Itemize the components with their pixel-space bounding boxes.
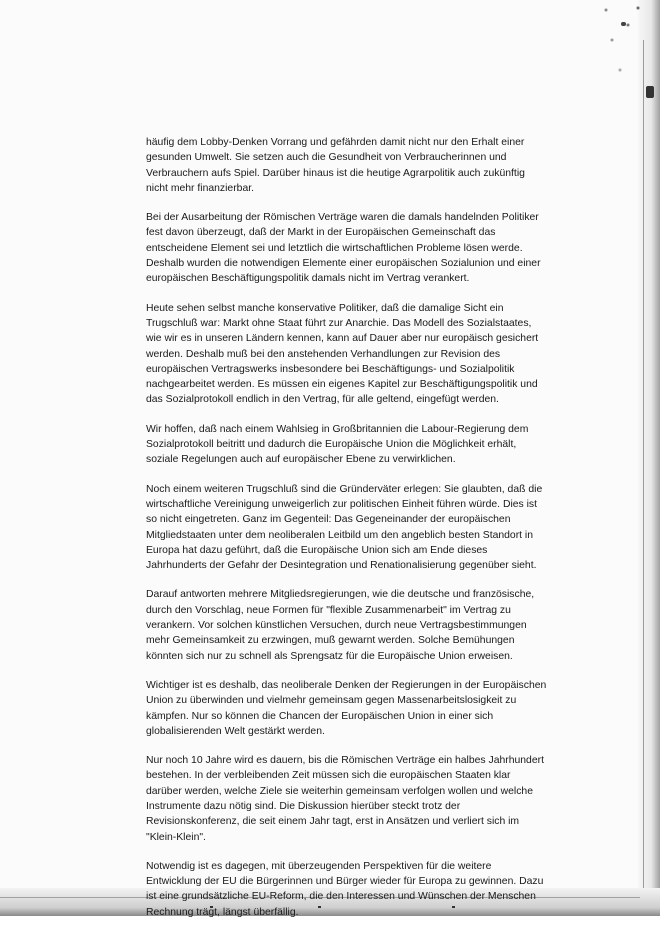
text-line: Instrumente dazu nötig sind. Die Diskussion hierüber steckt trotz der [146, 800, 461, 812]
text-line: "Klein-Klein". [146, 831, 206, 843]
text-line: entscheidene Element sei und letztlich die wirtschaftlichen Probleme lösen werde. [146, 242, 523, 254]
paragraph [146, 859, 578, 920]
scan-right-edge-shadow [638, 0, 660, 916]
paragraph [146, 301, 578, 408]
text-line: Trugschluß war: Markt ohne Staat führt zur Anarchie. Das Modell des Sozialstaates, [146, 317, 532, 329]
text-line: bestehen. In der verbleibenden Zeit müssen sich die europäischen Staaten klar [146, 770, 511, 782]
paragraph [146, 422, 578, 468]
text-line: Rechnung trägt, längst überfällig. [146, 906, 299, 918]
text-line: Revisionskonferenz, die seit einem Jahr tagt, erst in Ansätzen und verliert sich im [146, 816, 520, 828]
text-line: nachgearbeitet werden. Es müssen ein eigenes Kapitel zur Beschäftigungspolitik und [146, 379, 538, 391]
document-body [146, 135, 578, 934]
text-line: Union zu überwinden und vielmehr gemeinsam gegen Massenarbeitslosigkeit zu [146, 695, 517, 707]
text-line: könnten sich nur zu schnell als Sprengsatz für die Europäische Union erweisen. [146, 650, 513, 662]
paragraph [146, 210, 578, 286]
text-line: Deshalb wurden die notwendigen Elemente einer europäischen Sozialunion und einer [146, 258, 541, 270]
text-line: Jahrhunderts der Gefahr der Desintegration und Renationalisierung gegenüber sieht. [146, 560, 537, 572]
text-line: wirtschaftliche Vereinigung unweigerlich zur politischen Einheit führen würde. Dies ist [146, 498, 538, 510]
text-line: häufig dem Lobby-Denken Vorrang und gefährden damit nicht nur den Erhalt einer [146, 137, 525, 148]
text-line: verankern. Vor solchen künstlichen Versuchen, durch neue Vertragsbestimmungen [146, 620, 527, 632]
text-line: Entwicklung der EU die Bürgerinnen und Bürger wieder für Europa zu gewinnen. Dazu [146, 876, 544, 888]
text-line: darüber werden, welche Ziele sie weiterhin gemeinsam verfolgen wollen und welche [146, 785, 533, 797]
text-line: Notwendig ist es dagegen, mit überzeugenden Perspektiven für die weitere [146, 860, 492, 872]
scan-right-edge-line [643, 40, 644, 900]
text-line: werden. Deshalb muß bei den anstehenden Verhandlungen zur Revision des [146, 348, 501, 360]
text-line: durch den Vorschlag, neue Formen für "flexible Zusammenarbeit" im Vertrag zu [146, 604, 511, 616]
paragraph [146, 678, 578, 739]
scan-speck [646, 86, 654, 98]
text-line: Darauf antworten mehrere Mitgliedsregierungen, wie die deutsche und französische, [146, 589, 535, 601]
text-line: Verbrauchern aufs Spiel. Darüber hinaus ist die heutige Agrarpolitik auch zukünftig [146, 167, 525, 179]
text-line: Mitgliedstaaten unter dem neoliberalen Leitbild um den angeblich besten Standort in [146, 529, 534, 541]
text-line: Europa hat dazu geführt, daß die Europäische Union sich am Ende dieses [146, 544, 488, 556]
text-line: soziale Regelungen auch auf europäischer Ebene zu verwirklichen. [146, 454, 456, 466]
paragraph [146, 753, 578, 845]
text-line: europäischen Beschäftigungspolitik damals nicht im Vertrag verankert. [146, 273, 470, 285]
text-line: ist eine grundsätzliche EU-Reform, die den Interessen und Wünschen der Menschen [146, 891, 536, 903]
text-line: das Sozialprotokoll endlich in den Vertrag, für alle geltend, eingefügt werden. [146, 394, 499, 406]
text-line: Heute sehen selbst manche konservative Politiker, daß die damalige Sicht ein [146, 302, 504, 314]
text-line: mehr Gemeinsamkeit zu erzwingen, muß gewarnt werden. Solche Bemühungen [146, 635, 515, 647]
text-line: Nur noch 10 Jahre wird es dauern, bis die Römischen Verträge ein halbes Jahrhundert [146, 755, 544, 767]
text-line: Sozialprotokoll beitritt und dadurch die Europäische Union die Möglichkeit erhält, [146, 439, 517, 451]
text-line: nicht mehr finanzierbar. [146, 182, 255, 194]
scan-speck [621, 22, 626, 26]
text-line: Noch einem weiteren Trugschluß sind die Gründerväter erlegen: Sie glaubten, daß die [146, 483, 543, 495]
text-line: Bei der Ausarbeitung der Römischen Verträge waren die damals handelnden Politiker [146, 212, 539, 224]
text-line: globalisierenden Welt gestärkt werden. [146, 725, 325, 737]
paragraph [146, 587, 578, 663]
text-line: gesunden Umwelt. Sie setzen auch die Gesundheit von Verbraucherinnen und [146, 152, 507, 164]
text-line: kämpfen. Nur so können die Chancen der Europäischen Union in einer sich [146, 710, 494, 722]
text-line: fest davon überzeugt, daß der Markt in der Europäischen Gemeinschaft das [146, 227, 496, 239]
text-line: Wichtiger ist es deshalb, das neoliberale Denken der Regierungen in der Europäischen [146, 679, 547, 691]
paragraph [146, 135, 578, 196]
text-line: wie wir es in unseren Ländern kennen, kann auf Dauer aber nur europäisch gesichert [146, 333, 539, 345]
paragraph [146, 482, 578, 574]
text-line: europäischen Vertragswerks insbesondere bei Beschäftigungs- und Sozialpolitik [146, 363, 515, 375]
text-line: Wir hoffen, daß nach einem Wahlsieg in Großbritannien die Labour-Regierung dem [146, 423, 529, 435]
text-line: so nicht eingetreten. Ganz im Gegenteil: Das Gegeneinander der europäischen [146, 514, 511, 526]
